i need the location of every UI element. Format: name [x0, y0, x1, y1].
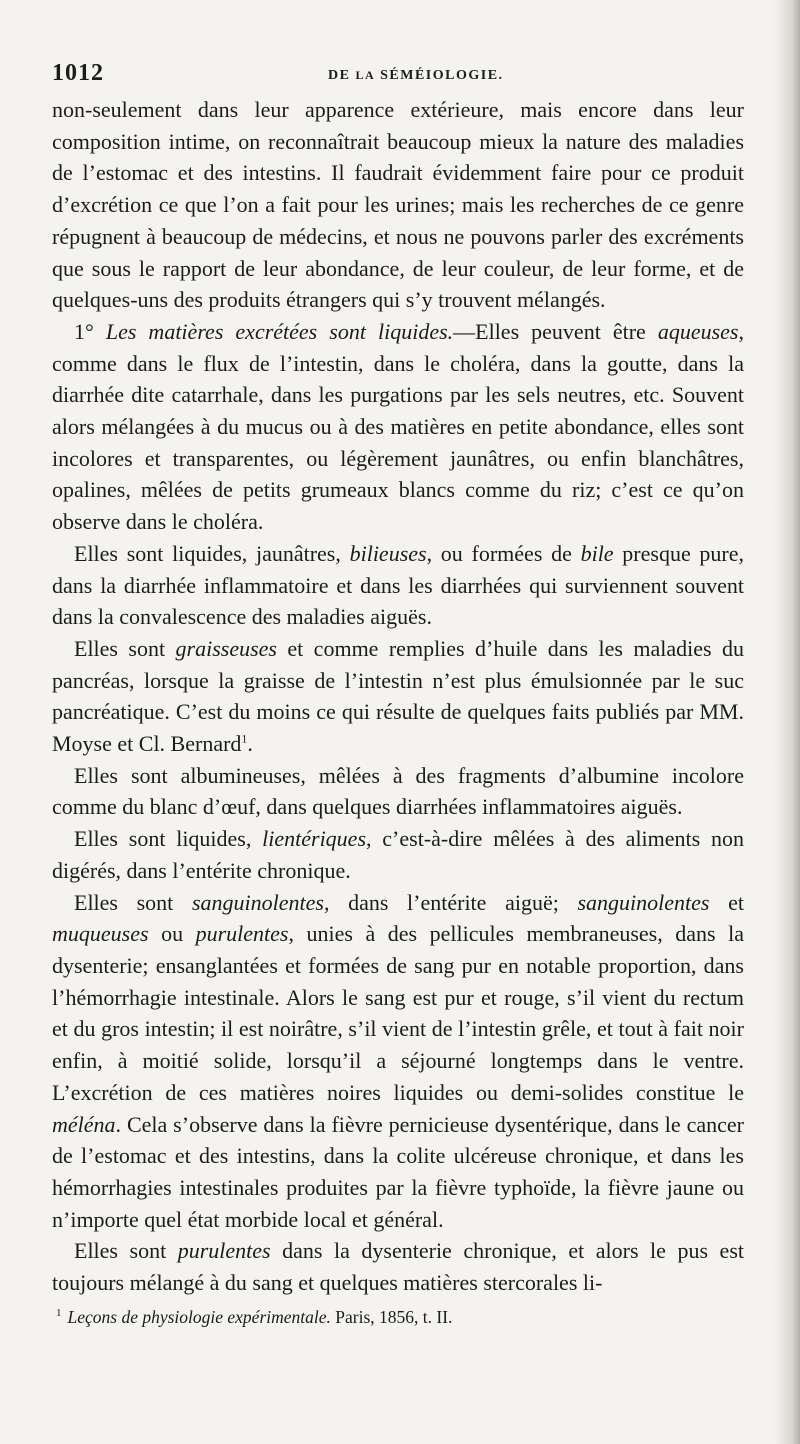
section-title: Les matières excrétées sont liquides.	[105, 318, 454, 344]
text-run: Elles sont liquides, jaunâtres,	[74, 540, 350, 566]
page-number: 1012	[52, 60, 104, 86]
paragraph-fatty	[52, 633, 744, 760]
paragraph-bilious	[52, 538, 744, 633]
italic-term: méléna	[52, 1111, 116, 1137]
paragraph-intro: non-seulement dans leur apparence extérieure, mais encore dans leur composition intime, on reconnaîtrait beaucoup mieux la nature des maladies de l’estomac et des intestins. Il faudrait évidemment faire pour ce produit d’excrétion ce que l’on a fait pour les urines; mais les recherches de ce genre répugnent à beaucoup de médecins, et nous ne pouvons parler des excréments que sous le rapport de leur abondance, de leur couleur, de leur forme, et de quelques-uns des produits étrangers qui s’y trouvent mélangés.	[52, 97, 744, 313]
text-run: dans la dysenterie chronique, et alors le pus est toujours mélangé à du sang et quelques matières stercorales li-	[52, 1238, 744, 1296]
italic-term: muqueuses	[52, 921, 149, 947]
running-head	[328, 68, 504, 84]
italic-term: sanguinolentes	[577, 889, 710, 915]
footnote-citation: Paris, 1856, t. II.	[330, 1306, 453, 1327]
text-run: presque pure, dans la diarrhée inflammatoire et dans les diarrhées qui surviennent souvent dans la convalescence des maladies aiguës.	[52, 540, 745, 630]
italic-term: bile	[580, 540, 614, 566]
text-run: . Cela s’observe dans la fièvre pernicieuse dysentérique, dans le cancer de l’estomac et des intestins, dans la colite ulcéreuse chronique, et dans les hémorrhagies intestinales produites par la fièvre typhoïde, la fièvre jaune ou n’importe quel état morbide local et général.	[52, 1111, 744, 1232]
italic-term: bilieuses	[349, 540, 427, 566]
italic-term: purulentes	[195, 921, 289, 947]
italic-term: sanguinolentes	[191, 889, 324, 915]
footnote-title: Leçons de physiologie expérimentale.	[67, 1306, 331, 1327]
text-run: et	[709, 889, 744, 915]
book-page	[52, 60, 744, 1328]
paragraph-albuminous: Elles sont albumineuses, mêlées à des fragments d’albumine incolore comme du blanc d’œuf, dans quelques diarrhées inflammatoires aiguës.	[52, 762, 744, 820]
paragraph-purulent	[52, 1235, 744, 1298]
footnote-mark: 1	[56, 1306, 62, 1319]
footnote	[52, 1302, 744, 1328]
text-run: Elles sont	[74, 635, 176, 661]
paragraph-sanguinolent	[52, 887, 744, 1236]
paragraph-liquid-matter	[52, 316, 744, 538]
italic-term: purulentes	[177, 1238, 271, 1264]
running-head-semiologie: SÉMÉIOLOGIE.	[375, 68, 504, 83]
text-run: , comme dans le flux de l’intestin, dans le choléra, dans la goutte, dans la diarrhée dite catarrhale, dans les purgations par les sels neutres, etc. Souvent alors mélangées à du mucus ou à des matières en petite abondance, elles sont incolores et transparentes, ou légèrement jaunâtres, ou enfin blanchâtres, opalines, mêlées de petits grumeaux blancs comme du riz; c’est ce qu’on observe dans le choléra.	[52, 318, 744, 535]
text-run: , dans l’entérite aiguë;	[323, 889, 578, 915]
paragraph-lienteric	[52, 823, 744, 886]
page-edge-shadow	[774, 0, 800, 1444]
text-run: Elles sont	[74, 889, 192, 915]
italic-term: lientériques	[262, 826, 367, 852]
footnote-ref[interactable]: 1	[241, 731, 248, 746]
text-run: Elles sont liquides,	[74, 826, 263, 852]
text-run: et comme remplies d’huile dans les maladies du pancréas, lorsque la graisse de l’intestin n’est plus émulsionnée par le suc pancréatique. C’est du moins ce qui résulte de quelques faits publiés par MM. Moyse et Cl. Bernard	[52, 635, 744, 757]
body-text	[52, 94, 744, 1299]
italic-term: graisseuses	[175, 635, 277, 661]
text-run: ou	[148, 921, 196, 947]
running-head-de: DE	[328, 68, 356, 83]
text-run: , ou formées de	[426, 540, 581, 566]
italic-term: aqueuses	[657, 318, 739, 344]
text-run: —Elles peuvent être	[453, 318, 658, 344]
section-number: 1°	[74, 318, 106, 344]
running-head-la: LA	[355, 68, 376, 82]
text-run: , c’est-à-dire mêlées à des aliments non digérés, dans l’entérite chronique.	[52, 826, 744, 883]
page-header	[52, 60, 744, 94]
text-run: Elles sont	[74, 1238, 178, 1264]
text-run: , unies à des pellicules membraneuses, dans la dysenterie; ensanglantées et formées de sang pur en notable proportion, dans l’hémorrhagie intestinale. Alors le sang est pur et rouge, s’il vient du rectum et du gros intestin; il est noirâtre, s’il vient de l’intestin grêle, et tout à fait noir enfin, à moitié solide, lorsqu’il a séjourné longtemps dans le ventre. L’excrétion de ces matières noires liquides ou demi-solides constitue le	[52, 921, 744, 1105]
text-run: .	[247, 731, 253, 757]
